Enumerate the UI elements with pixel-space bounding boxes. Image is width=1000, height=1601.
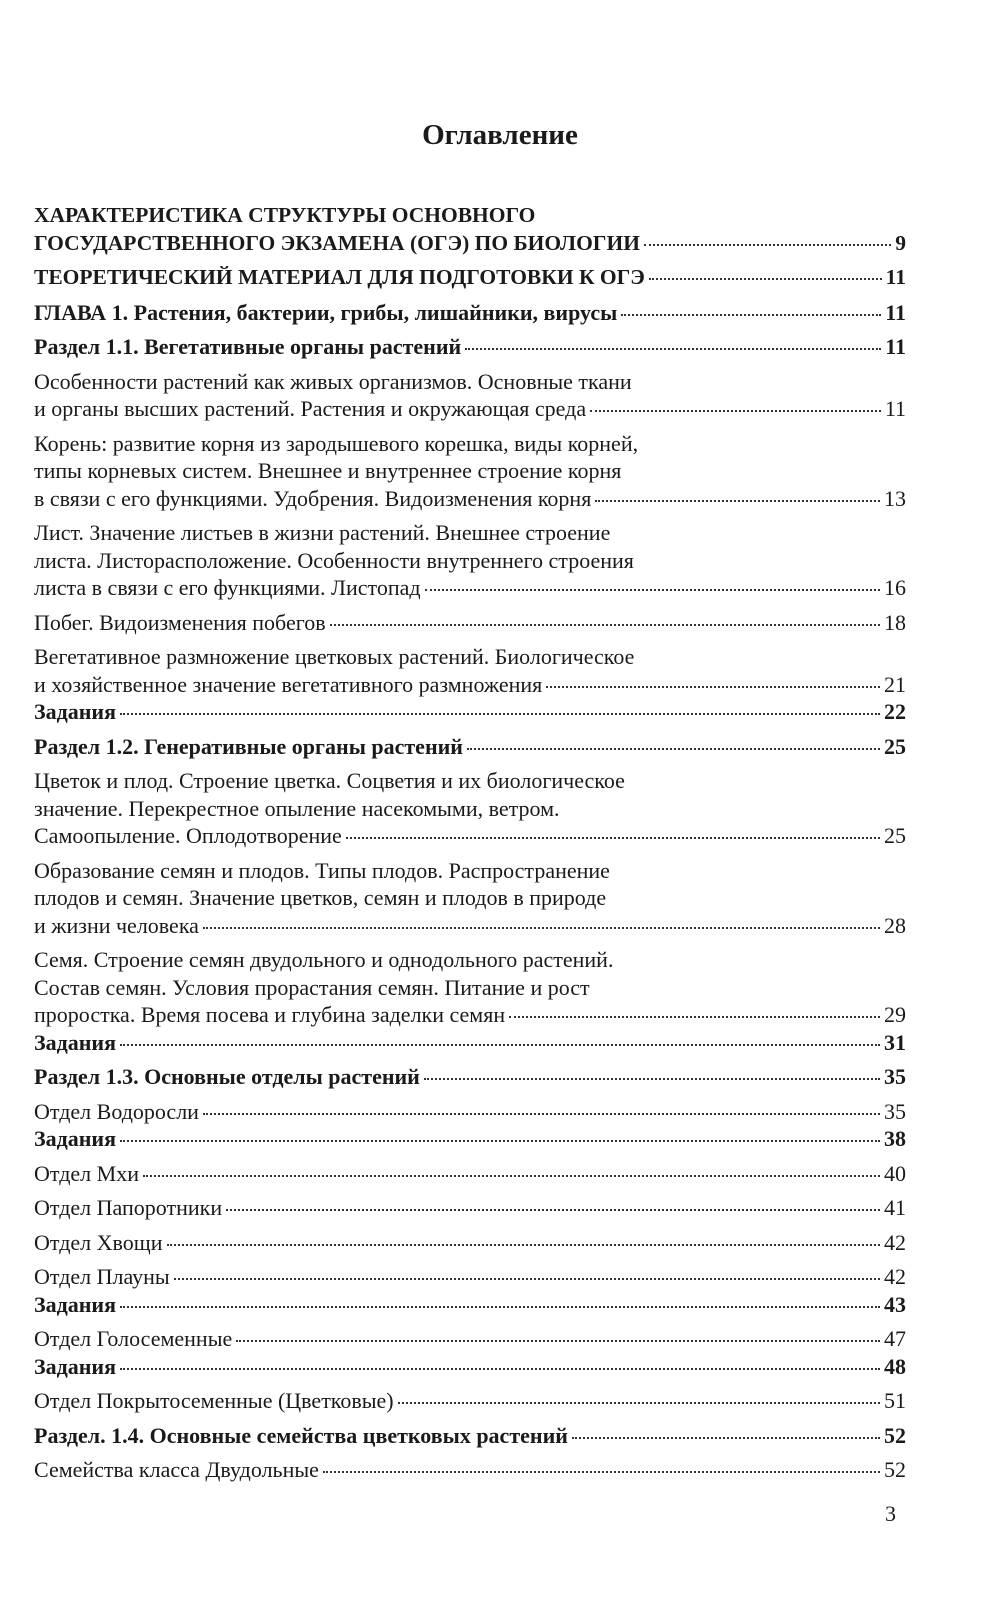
toc-entry-text: и хозяйственное значение вегетативного размножения <box>34 671 543 697</box>
toc-entry-last-line <box>34 333 906 361</box>
toc-entry-text: листа. Листорасположение. Особенности внутреннего строения <box>34 547 634 573</box>
toc-page-number: 11 <box>884 396 906 421</box>
dot-leader <box>424 1078 880 1080</box>
toc-entry <box>34 1263 906 1291</box>
dot-leader <box>120 1044 880 1046</box>
toc-entry-last-line <box>34 299 906 327</box>
toc-entry-text: типы корневых систем. Внешнее и внутреннее строение корня <box>34 458 622 483</box>
toc-entry-text: проростка. Время посева и глубина заделки семян <box>34 1002 506 1027</box>
toc-entry-text: Семейства класса Двудольные <box>34 1457 319 1482</box>
toc-page-number: 28 <box>884 912 906 938</box>
toc-page-number: 11 <box>885 334 906 359</box>
toc-entry-last-line <box>34 609 906 637</box>
toc-page-number: 40 <box>884 1160 906 1186</box>
toc-entry-last-line <box>34 912 906 940</box>
toc-entry-last-line <box>34 1194 906 1222</box>
toc-page-number: 21 <box>884 671 906 697</box>
toc-entry-last-line <box>34 1098 906 1126</box>
dot-leader <box>590 410 881 412</box>
dot-leader <box>167 1244 881 1246</box>
dot-leader <box>203 1113 880 1115</box>
toc-page-number: 31 <box>884 1029 906 1055</box>
toc-entry <box>34 767 906 850</box>
toc-page-number: 35 <box>884 1064 906 1089</box>
toc-entry-text: Образование семян и плодов. Типы плодов. Распространение <box>34 857 610 883</box>
toc-entry-text: Лист. Значение листьев в жизни растений. Внешнее строение <box>34 520 611 545</box>
toc-entry-last-line <box>34 485 906 513</box>
toc-page-number: 47 <box>884 1326 906 1351</box>
toc-entry-text: ГЛАВА 1. Растения, бактерии, грибы, лишайники, вирусы <box>34 299 618 325</box>
toc-entry <box>34 1098 906 1126</box>
dot-leader <box>621 314 881 316</box>
dot-leader <box>120 1140 880 1142</box>
toc-page-number: 9 <box>895 230 906 255</box>
toc-entry <box>34 1160 906 1188</box>
toc-entry <box>34 519 906 602</box>
toc-entry <box>34 1291 906 1319</box>
toc-entry <box>34 1229 906 1257</box>
toc-entry-last-line <box>34 1125 906 1153</box>
toc-entry-last-line <box>34 1291 906 1319</box>
toc-page-number: 48 <box>884 1353 906 1379</box>
dot-leader <box>236 1340 880 1342</box>
toc-entry <box>34 643 906 698</box>
toc-entry-text: Раздел 1.3. Основные отделы растений <box>34 1064 420 1089</box>
toc-entry-text: значение. Перекрестное опыление насекомыми, ветром. <box>34 795 560 821</box>
toc-entry-last-line <box>34 698 906 726</box>
toc-entry-last-line <box>34 1063 906 1091</box>
toc-page-number: 42 <box>884 1229 906 1255</box>
dot-leader <box>425 589 880 591</box>
dot-leader <box>330 624 880 626</box>
toc-page-number: 43 <box>884 1291 906 1317</box>
toc-entry-text: Задания <box>34 1126 116 1151</box>
dot-leader <box>467 748 880 750</box>
toc-page-number: 42 <box>884 1264 906 1289</box>
toc-entry-text: Вегетативное размножение цветковых растений. Биологическое <box>34 644 635 669</box>
toc-page-number: 29 <box>884 1002 906 1027</box>
toc-entry-last-line <box>34 1001 906 1029</box>
toc-entry <box>34 430 906 513</box>
dot-leader <box>226 1209 880 1211</box>
toc-page-number: 18 <box>884 609 906 635</box>
toc-entry <box>34 368 906 423</box>
toc-entry-text: Отдел Покрытосеменные (Цветковые) <box>34 1388 394 1413</box>
toc-entry-text: Отдел Мхи <box>34 1160 139 1186</box>
toc-entry <box>34 299 906 327</box>
dot-leader <box>595 500 880 502</box>
toc-entry-text: Особенности растений как живых организмов. Основные ткани <box>34 368 632 394</box>
toc-entry-last-line <box>34 1160 906 1188</box>
toc-entry-text: Отдел Плауны <box>34 1264 170 1289</box>
toc-entry-text: Самоопыление. Оплодотворение <box>34 823 342 848</box>
toc-entry <box>34 1029 906 1057</box>
toc-entry-text: Раздел. 1.4. Основные семейства цветковых растений <box>34 1422 568 1448</box>
toc-entry-text: Отдел Голосеменные <box>34 1326 233 1351</box>
toc-entry <box>34 946 906 1029</box>
toc-entry-text: Отдел Водоросли <box>34 1098 199 1124</box>
toc-entry-last-line <box>34 230 906 258</box>
toc-entry <box>34 1456 906 1484</box>
dot-leader <box>398 1402 880 1404</box>
dot-leader <box>546 686 880 688</box>
page-number: 3 <box>885 1501 896 1526</box>
toc-entry-text: ГОСУДАРСТВЕННОГО ЭКЗАМЕНА (ОГЭ) ПО БИОЛОГИИ <box>34 230 640 255</box>
toc-entry-last-line <box>34 1387 906 1415</box>
toc-page-number: 13 <box>884 485 906 511</box>
toc-entry-text: и жизни человека <box>34 912 199 938</box>
toc-entry-text: Корень: развитие корня из зародышевого корешка, виды корней, <box>34 430 639 456</box>
toc-page-number: 52 <box>884 1422 906 1448</box>
toc-entry <box>34 264 906 292</box>
toc-page-number: 25 <box>884 823 906 848</box>
toc-entry-text: листа в связи с его функциями. Листопад <box>34 575 421 600</box>
dot-leader <box>649 278 882 280</box>
toc-entry-text: плодов и семян. Значение цветков, семян и плодов в природе <box>34 885 607 910</box>
toc-entry-last-line <box>34 1325 906 1353</box>
toc-entry-text: ХАРАКТЕРИСТИКА СТРУКТУРЫ ОСНОВНОГО <box>34 203 536 227</box>
toc-entry <box>34 698 906 726</box>
dot-leader <box>509 1016 880 1018</box>
toc-entry-last-line <box>34 1029 906 1057</box>
dot-leader <box>323 1471 880 1473</box>
toc-entry-last-line <box>34 1456 906 1484</box>
toc-entry-text: Семя. Строение семян двудольного и однодольного растений. <box>34 947 614 972</box>
toc-entry-text: Отдел Хвощи <box>34 1229 163 1255</box>
toc-entry <box>34 1353 906 1381</box>
dot-leader <box>120 1306 880 1308</box>
toc-entry <box>34 1125 906 1153</box>
toc-page-number: 11 <box>885 265 906 289</box>
toc-entry <box>34 1422 906 1450</box>
toc-entry-last-line <box>34 822 906 850</box>
dot-leader <box>174 1278 880 1280</box>
toc-entry-last-line <box>34 1422 906 1450</box>
toc-entry-text: ТЕОРЕТИЧЕСКИЙ МАТЕРИАЛ ДЛЯ ПОДГОТОВКИ К ОГЭ <box>34 265 645 289</box>
toc-entry-text: Задания <box>34 1353 116 1379</box>
toc-page-number: 41 <box>884 1195 906 1220</box>
toc-entry <box>34 609 906 637</box>
toc-entry <box>34 202 906 257</box>
toc-entry-text: Побег. Видоизменения побегов <box>34 609 326 635</box>
toc-entry-last-line <box>34 574 906 602</box>
toc-entry-text: Задания <box>34 1029 116 1055</box>
toc-entry-last-line <box>34 395 906 423</box>
toc-entry <box>34 733 906 761</box>
toc-page-number: 11 <box>885 299 906 325</box>
toc-entry-text: Раздел 1.1. Вегетативные органы растений <box>34 334 462 359</box>
toc-entry <box>34 1063 906 1091</box>
toc-entry-text: Задания <box>34 1291 116 1317</box>
toc-entry-last-line <box>34 264 906 292</box>
toc-entry-last-line <box>34 1229 906 1257</box>
toc-entry <box>34 1325 906 1353</box>
toc-entry-text: Состав семян. Условия прорастания семян. Питание и рост <box>34 974 590 1000</box>
toc-entry-last-line <box>34 1263 906 1291</box>
toc-page-number: 22 <box>884 699 906 724</box>
toc-entry-text: Цветок и плод. Строение цветка. Соцветия и их биологическое <box>34 768 625 793</box>
toc-entry-text: Отдел Папоротники <box>34 1195 223 1220</box>
toc-page-number: 38 <box>884 1126 906 1151</box>
dot-leader <box>120 713 880 715</box>
table-of-contents <box>34 202 906 1484</box>
toc-entry <box>34 333 906 361</box>
dot-leader <box>572 1437 880 1439</box>
dot-leader <box>120 1368 880 1370</box>
dot-leader <box>143 1175 880 1177</box>
toc-page-number: 35 <box>884 1098 906 1124</box>
toc-entry-text: и органы высших растений. Растения и окружающая среда <box>34 396 587 421</box>
toc-entry <box>34 857 906 940</box>
dot-leader <box>346 837 880 839</box>
toc-page-number: 16 <box>884 575 906 600</box>
toc-entry-text: Задания <box>34 699 116 724</box>
toc-page-number: 51 <box>884 1388 906 1413</box>
dot-leader <box>203 927 880 929</box>
toc-page-number: 52 <box>884 1457 906 1482</box>
dot-leader <box>465 348 881 350</box>
toc-entry-last-line <box>34 671 906 699</box>
toc-entry-text: в связи с его функциями. Удобрения. Видоизменения корня <box>34 485 592 511</box>
toc-entry <box>34 1194 906 1222</box>
dot-leader <box>644 244 891 246</box>
page-title: Оглавление <box>422 119 578 151</box>
toc-entry-text: Раздел 1.2. Генеративные органы растений <box>34 733 463 759</box>
toc-entry-last-line <box>34 1353 906 1381</box>
toc-entry-last-line <box>34 733 906 761</box>
toc-page-number: 25 <box>884 733 906 759</box>
toc-entry <box>34 1387 906 1415</box>
